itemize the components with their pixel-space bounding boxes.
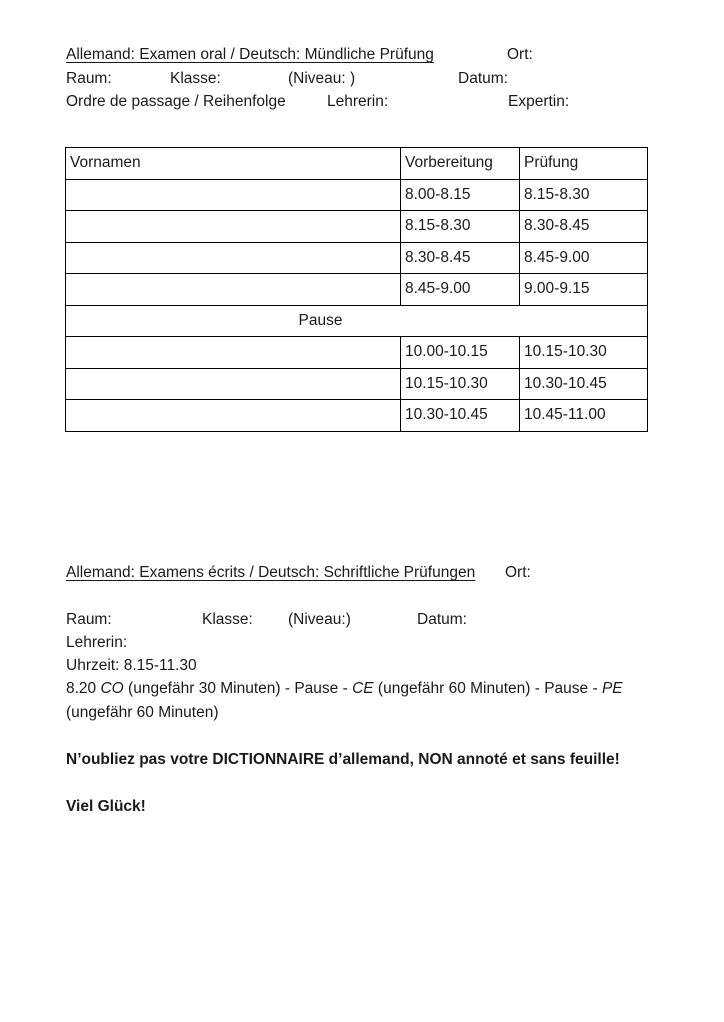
vorbereitung-cell: 8.30-8.45 (401, 242, 520, 274)
header-vorbereitung: Vorbereitung (401, 148, 520, 180)
written-lehrerin-line (0, 633, 724, 653)
pruefung-cell: 10.45-11.00 (520, 400, 648, 432)
oral-niveau-label: (Niveau: ) (288, 70, 356, 87)
vorbereitung-cell: 8.15-8.30 (401, 211, 520, 243)
vorbereitung-cell: 10.00-10.15 (401, 337, 520, 369)
vornamen-cell (66, 179, 401, 211)
table-row (66, 179, 648, 211)
table-row (66, 274, 648, 306)
table-row (66, 400, 648, 432)
table-header-row (66, 148, 648, 180)
oral-datum-label: Datum: (458, 70, 508, 87)
vorbereitung-cell: 8.45-9.00 (401, 274, 520, 306)
oral-raum-label: Raum: (66, 70, 112, 87)
pruefung-cell: 9.00-9.15 (520, 274, 648, 306)
vornamen-cell (66, 211, 401, 243)
oral-expertin-label: Expertin: (508, 93, 570, 110)
written-raum-label: Raum: (66, 611, 112, 628)
pause-row (66, 305, 648, 337)
pruefung-cell: 8.30-8.45 (520, 211, 648, 243)
written-klasse-label: Klasse: (202, 611, 253, 628)
oral-lehrerin-label: Lehrerin: (327, 93, 389, 110)
schedule-co-abbr: CO (100, 680, 124, 697)
vorbereitung-cell: 10.30-10.45 (401, 400, 520, 432)
pruefung-cell: 10.15-10.30 (520, 337, 648, 369)
vorbereitung-cell: 8.00-8.15 (401, 179, 520, 211)
written-schedule-paragraph (66, 677, 682, 724)
oral-order-line (0, 92, 724, 112)
written-title-line (0, 563, 724, 583)
written-datum-label: Datum: (417, 611, 467, 628)
table-row (66, 242, 648, 274)
oral-ort-label: Ort: (507, 46, 533, 63)
schedule-ce-abbr: CE (352, 680, 374, 697)
oral-section-title: Allemand: Examen oral / Deutsch: Mündliche Prüfung (66, 46, 434, 63)
oral-schedule-table (65, 147, 648, 432)
written-ort-label: Ort: (505, 564, 531, 581)
vornamen-cell (66, 368, 401, 400)
schedule-after-pe: (ungefähr 60 Minuten) (66, 703, 219, 721)
dictionary-note: N’oubliez pas votre DICTIONNAIRE d’allemand, NON annoté et sans feuille! (66, 751, 620, 768)
schedule-time-prefix: 8.20 (66, 680, 101, 697)
table-row (66, 211, 648, 243)
pruefung-cell: 8.15-8.30 (520, 179, 648, 211)
vornamen-cell (66, 337, 401, 369)
good-luck-text: Viel Glück! (66, 798, 146, 815)
pruefung-cell: 8.45-9.00 (520, 242, 648, 274)
vornamen-cell (66, 242, 401, 274)
oral-room-line (0, 69, 724, 89)
written-lehrerin-label: Lehrerin: (66, 634, 128, 651)
oral-title-line (0, 45, 724, 65)
oral-klasse-label: Klasse: (170, 70, 221, 87)
vornamen-cell (66, 400, 401, 432)
schedule-pe-abbr: PE (601, 680, 623, 697)
table-row (66, 368, 648, 400)
vorbereitung-cell: 10.15-10.30 (401, 368, 520, 400)
header-pruefung: Prüfung (520, 148, 648, 180)
written-room-line (0, 610, 724, 630)
written-niveau-label: (Niveau:) (288, 611, 351, 628)
table-row (66, 337, 648, 369)
pause-cell: Pause (66, 305, 648, 337)
header-vornamen: Vornamen (66, 148, 401, 180)
schedule-after-ce: (ungefähr 60 Minuten) - Pause - (373, 680, 602, 697)
written-section-title: Allemand: Examens écrits / Deutsch: Schriftliche Prüfungen (66, 564, 476, 581)
schedule-after-co: (ungefähr 30 Minuten) - Pause - (123, 680, 353, 697)
vornamen-cell (66, 274, 401, 306)
written-uhrzeit-text: Uhrzeit: 8.15-11.30 (66, 657, 197, 674)
written-uhrzeit-line (0, 656, 724, 676)
oral-ordre-label: Ordre de passage / Reihenfolge (66, 93, 286, 110)
pruefung-cell: 10.30-10.45 (520, 368, 648, 400)
